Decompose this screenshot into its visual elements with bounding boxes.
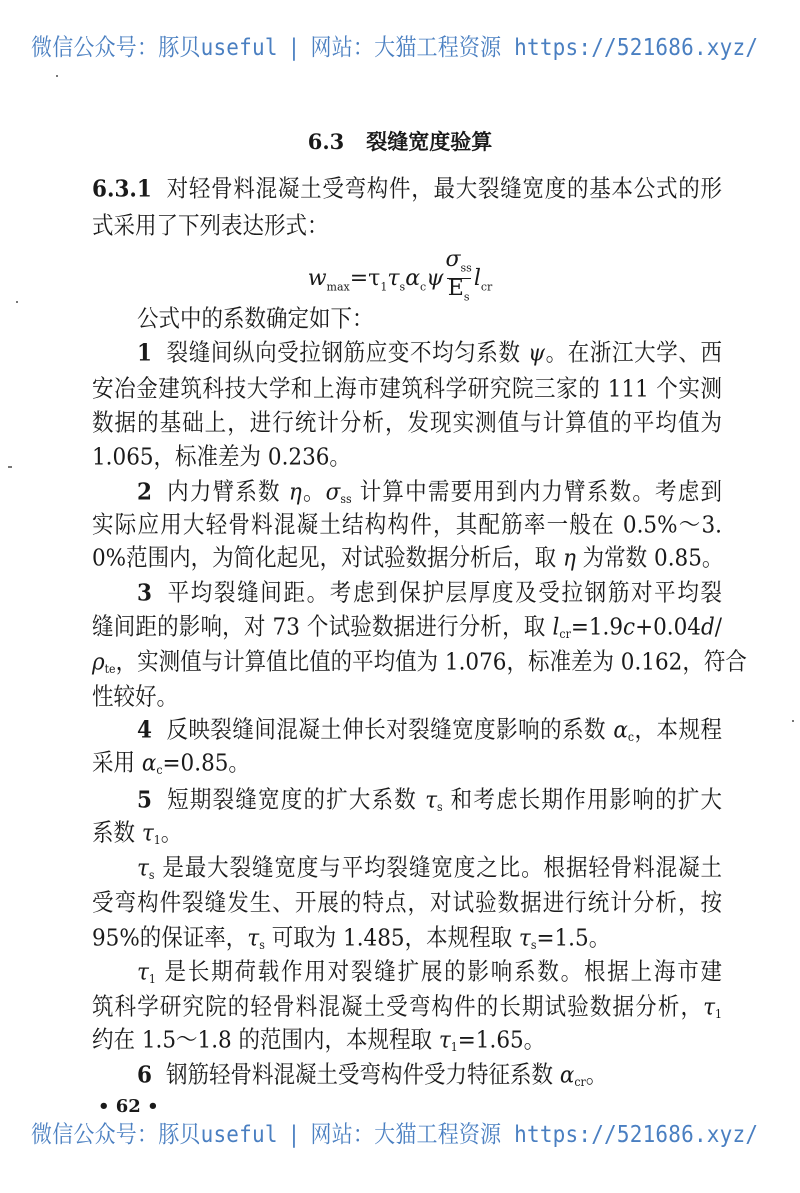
text-run: 。在浙江大学、西 [544,339,722,368]
text-run: 。 [301,478,326,507]
text-line [92,648,747,679]
text-run: =0.85。 [162,749,250,778]
math-symbol: η [562,544,576,573]
math-symbol: α [613,716,628,745]
math-subscript: 1 [450,1039,458,1055]
math-symbol: σ [325,478,341,507]
section-title: 裂缝宽度验算 [366,129,493,154]
formula-sub: 1 [380,280,388,294]
text-run: 裂缝间纵向受拉钢筋应变不均匀系数 [165,339,529,368]
math-symbol: α [141,749,157,778]
formula-sub: s [399,280,406,294]
formula-w: w [307,265,327,291]
text-line [137,305,722,336]
text-run: 安冶金建筑科技大学和上海市建筑科学研究院三家的 111 个实测 [92,375,722,404]
watermark-separator: | [287,33,301,61]
math-symbol: τ [703,993,715,1022]
item-number: 2 [137,478,152,507]
formula-psi: ψ [426,265,444,291]
text-run: 公式中的系数确定如下： [137,305,374,334]
formula-eq-tau1: =τ [349,265,381,291]
text-line [92,819,722,850]
watermark-wechat: 微信公众号：豚贝useful [31,1120,278,1148]
text-run: 采用 [92,749,142,778]
text-line [137,716,722,747]
math-subscript: s [436,799,443,815]
text-line [92,1026,722,1057]
math-symbol: τ [141,819,154,848]
formula-sub: cr [480,280,493,294]
text-run: 0%范围内，为简化起见，对试验数据分析后，取 [92,544,563,573]
scan-speck [56,75,58,77]
text-run: 筑科学研究院的轻骨料混凝土受弯构件的长期试验数据分析， [92,993,704,1022]
watermark-website: 网站：大猫工程资源 https://521686.xyz/ [310,1120,759,1148]
math-subscript: 1 [715,1006,722,1022]
math-symbol: τ [247,924,260,953]
text-line [137,786,722,817]
text-run: 式采用了下列表达形式： [92,212,329,241]
math-subscript: c [627,729,635,745]
text-line [92,375,722,406]
text-run: ，实测值与计算值比值的平均值为 1.076，标准差为 0.162，符合 [115,648,747,677]
math-symbol: τ [137,854,149,883]
text-run: 缝间距的影响，对 73 个试验数据进行分析，取 [92,613,553,642]
watermark-bottom [31,1116,776,1150]
text-run: / [714,613,722,642]
text-run: 是长期荷载作用对裂缝扩展的影响系数。根据上海市建 [155,958,722,987]
formula-fraction [445,247,472,308]
math-symbol: c [623,613,636,642]
item-number: 6 [137,1061,152,1090]
text-run: 计算中需要用到内力臂系数。考虑到 [351,478,722,507]
text-line [92,212,722,243]
item-number: 4 [137,716,152,745]
scan-speck [16,301,18,303]
page-number: • 62 • [98,1096,159,1117]
math-subscript: c [156,762,163,778]
text-run: 为常数 0.85。 [575,544,724,573]
text-line [92,749,722,780]
text-run: 性较好。 [92,683,179,712]
formula-sub: ss [460,261,472,275]
watermark-wechat: 微信公众号：豚贝useful [31,33,278,61]
math-symbol: τ [518,924,531,953]
text-line [137,854,722,885]
math-symbol: α [559,1061,575,1090]
math-subscript: te [104,661,116,677]
text-run: +0.04 [635,613,701,642]
math-subscript: s [148,867,155,883]
text-line [92,889,722,920]
item-number: 3 [137,579,152,608]
text-run: 实际应用大轻骨料混凝土结构构件，其配筋率一般在 0.5%～3. [92,511,722,540]
section-heading [0,126,800,156]
text-run: 和考虑长期作用影响的扩大 [442,786,722,815]
formula-sigma: σ [445,247,461,272]
text-line [137,478,722,509]
text-line [137,1061,722,1092]
text-run: 。 [585,1061,608,1090]
text-run: 。 [160,819,183,848]
scan-speck [8,466,12,468]
text-run: 钢筋轻骨料混凝土受弯构件受力特征系数 [165,1061,560,1090]
text-line [137,579,722,610]
math-subscript: s [259,937,265,953]
watermark-top [31,29,776,63]
math-symbol: τ [137,958,149,987]
math-symbol: l [552,613,560,642]
text-run: 数据的基础上，进行统计分析，发现实测值与计算值的平均值为 [92,409,722,438]
watermark-separator: | [287,1120,301,1148]
math-subscript: s [530,937,537,953]
math-subscript: 1 [153,832,161,848]
text-line [92,924,722,955]
text-line [137,339,722,370]
text-run: =1.5。 [536,924,611,953]
text-run: 95%的保证率， [92,924,248,953]
formula-l: l [473,265,481,291]
text-line [92,443,722,474]
math-subscript: 1 [148,971,156,987]
formula-sub: max [326,280,350,294]
item-number: 1 [137,339,152,368]
math-symbol: ρ [92,648,105,677]
formula-sub: c [420,280,427,294]
scan-speck [792,720,794,722]
formula-sub: s [463,290,470,304]
item-number: 6.3.1 [92,175,152,204]
text-line [92,993,722,1024]
crack-width-formula [0,247,800,308]
math-subscript: ss [340,491,352,507]
text-line [92,175,722,206]
text-line [92,409,722,440]
text-line [92,544,722,575]
watermark-website: 网站：大猫工程资源 https://521686.xyz/ [310,33,759,61]
text-run: 平均裂缝间距。考虑到保护层厚度及受拉钢筋对平均裂 [165,579,722,608]
text-run: 系数 [92,819,142,848]
math-symbol: η [288,478,302,507]
text-line [137,958,722,989]
text-run: 受弯构件裂缝发生、开展的特点，对试验数据进行统计分析，按 [92,889,722,918]
math-symbol: d [700,613,715,642]
text-run: =1.9 [570,613,624,642]
text-run: 可取为 1.485，本规程取 [264,924,519,953]
text-run: 约在 1.5～1.8 的范围内，本规程取 [92,1026,439,1055]
text-run: 反映裂缝间混凝土伸长对裂缝宽度影响的系数 [165,716,614,745]
formula-alpha-c: α [405,265,421,291]
text-run: 1.065，标准差为 0.236。 [92,443,351,472]
formula-E: E [447,276,464,302]
text-run: ，本规程 [634,716,722,745]
text-line [92,511,722,542]
math-subscript: cr [559,626,571,642]
formula-tau-s: τ [387,265,400,291]
text-run: 对轻骨料混凝土受弯构件，最大裂缝宽度的基本公式的形 [165,175,722,204]
math-symbol: ψ [528,339,545,368]
text-line [92,613,722,644]
text-run: 是最大裂缝宽度与平均裂缝宽度之比。根据轻骨料混凝土 [154,854,722,883]
text-run: 内力臂系数 [165,478,289,507]
section-number: 6.3 [307,129,345,154]
text-line [92,683,722,714]
math-symbol: τ [438,1026,451,1055]
text-run: 短期裂缝宽度的扩大系数 [165,786,426,815]
item-number: 5 [137,786,152,815]
math-symbol: τ [425,786,437,815]
text-run: =1.65。 [457,1026,546,1055]
math-subscript: cr [574,1074,586,1090]
